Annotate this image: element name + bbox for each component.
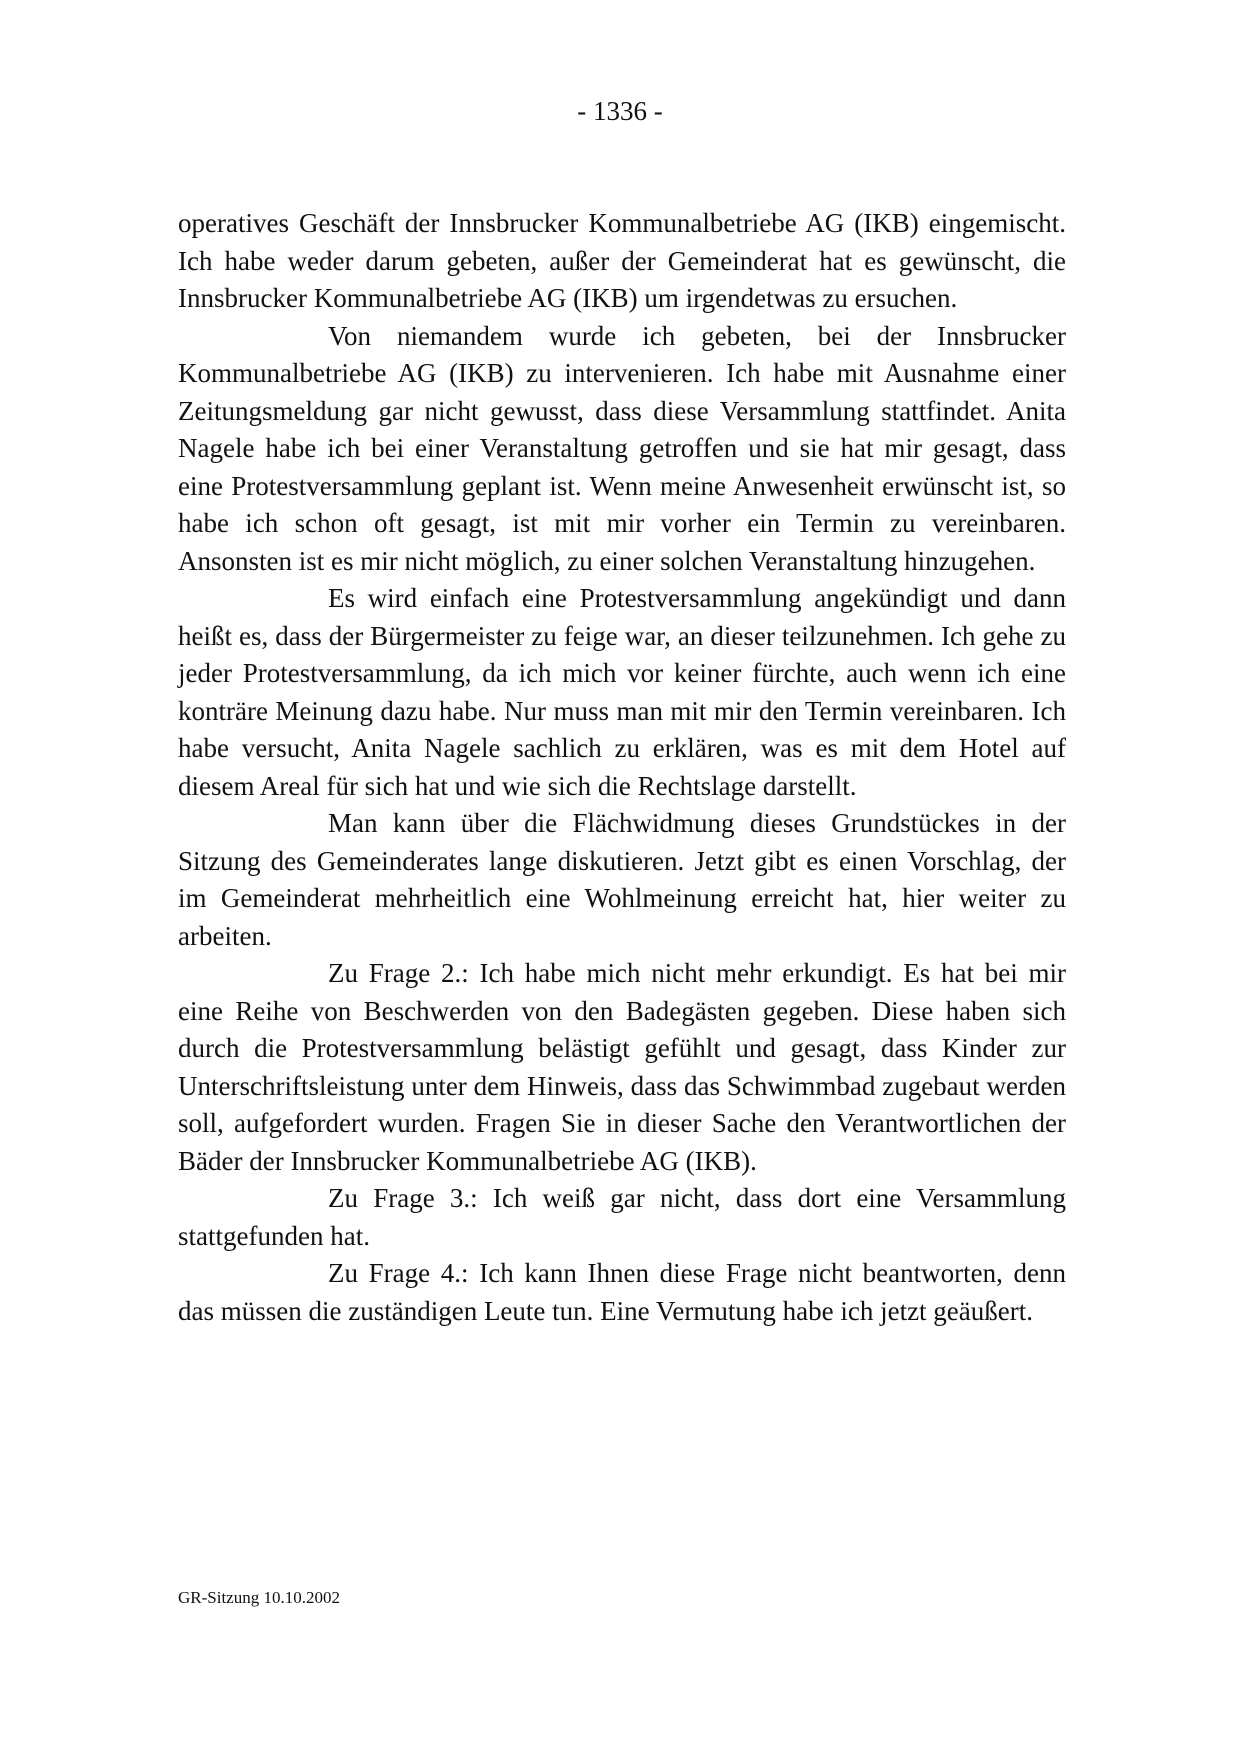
paragraph-question-2: Zu Frage 2.: Ich habe mich nicht mehr erkundigt. Es hat bei mir eine Reihe von Beschwerden von den Badegästen gegeben. Diese haben sich durch die Protestversammlung belästigt gefühlt und gesagt, dass Kinder zur Unterschriftsleistung unter dem Hinweis, dass das Schwimmbad zugebaut werden soll, aufgefordert wurden. Fragen Sie in dieser Sache den Verantwortlichen der Bäder der Innsbrucker Kommunalbetriebe AG (IKB). [178, 958, 1066, 1176]
paragraph: Es wird einfach eine Protestversammlung angekündigt und dann heißt es, dass der Bürgermeister zu feige war, an dieser teilzunehmen. Ich gehe zu jeder Protestversammlung, da ich mich vor keiner fürchte, auch wenn ich eine konträre Meinung dazu habe. Nur muss man mit mir den Termin vereinbaren. Ich habe versucht, Anita Nagele sachlich zu erklären, was es mit dem Hotel auf diesem Areal für sich hat und wie sich die Rechtslage darstellt. [178, 583, 1066, 801]
paragraph: Man kann über die Flächwidmung dieses Grundstückes in der Sitzung des Gemeinderates lange diskutieren. Jetzt gibt es einen Vorschlag, der im Gemeinderat mehrheitlich eine Wohlmeinung erreicht hat, hier weiter zu arbeiten. [178, 808, 1066, 951]
paragraph-question-4: Zu Frage 4.: Ich kann Ihnen diese Frage nicht beantworten, denn das müssen die zuständigen Leute tun. Eine Vermutung habe ich jetzt geäußert. [178, 1258, 1066, 1326]
paragraph: Von niemandem wurde ich gebeten, bei der Innsbrucker Kommunalbetriebe AG (IKB) zu intervenieren. Ich habe mit Ausnahme einer Zeitungsmeldung gar nicht gewusst, dass diese Versammlung stattfindet. Anita Nagele habe ich bei einer Veranstaltung getroffen und sie hat mir gesagt, dass eine Protestversammlung geplant ist. Wenn meine Anwesenheit erwünscht ist, so habe ich schon oft gesagt, ist mit mir vorher ein Termin zu vereinbaren. Ansonsten ist es mir nicht möglich, zu einer solchen Veranstaltung hinzugehen. [178, 320, 1066, 576]
footer-session-date: GR-Sitzung 10.10.2002 [178, 1588, 340, 1607]
page-number: - 1336 - [577, 96, 663, 126]
paragraph-question-3: Zu Frage 3.: Ich weiß gar nicht, dass dort eine Versammlung stattgefunden hat. [178, 1183, 1066, 1251]
document-body [178, 205, 1066, 1330]
paragraph-continuation: operatives Geschäft der Innsbrucker Kommunalbetriebe AG (IKB) eingemischt. Ich habe weder darum gebeten, außer der Gemeinderat hat es gewünscht, die Innsbrucker Kommunalbetriebe AG (IKB) um irgendetwas zu ersuchen. [178, 208, 1066, 313]
